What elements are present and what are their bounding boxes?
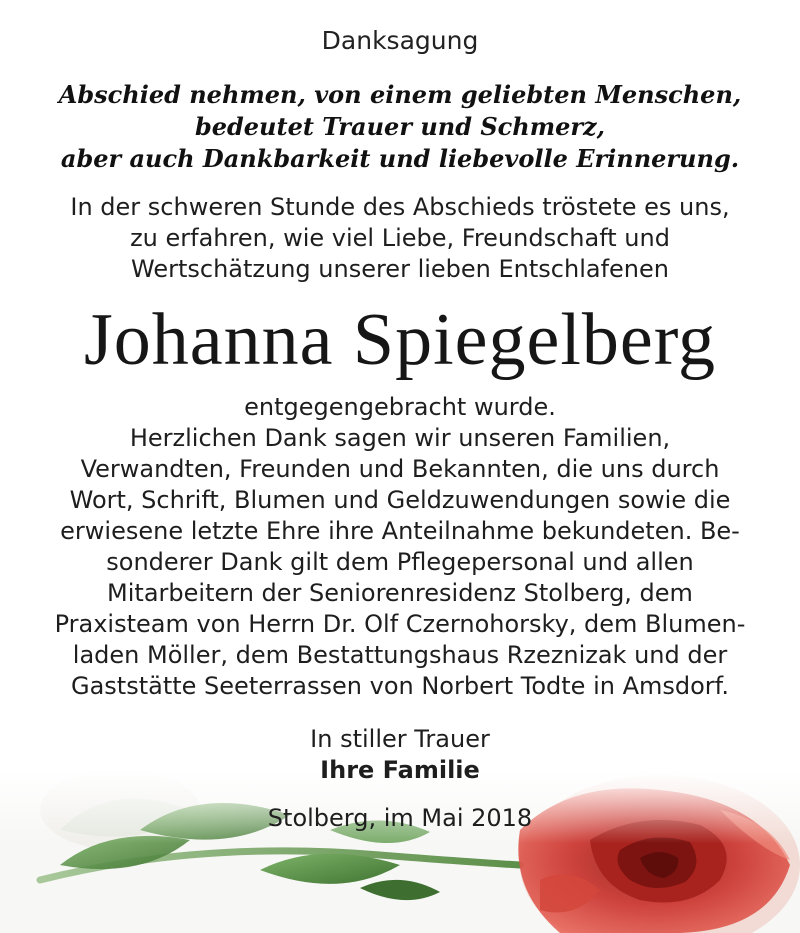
- body-line-4: Wort, Schrift, Blumen und Geldzuwendungen sowie die: [69, 486, 731, 514]
- body-line-7: Mitarbeitern der Seniorenresidenz Stolberg, dem: [107, 579, 693, 607]
- body-line-6: sonderer Dank gilt dem Pflegepersonal und allen: [106, 548, 694, 576]
- motto-line-1: Abschied nehmen, von einem geliebten Menschen,: [58, 80, 742, 109]
- body-line-1: entgegengebracht wurde.: [244, 393, 556, 421]
- intro-line-1: In der schweren Stunde des Abschieds tröstete es uns,: [70, 193, 730, 221]
- body-line-2: Herzlichen Dank sagen wir unseren Familien,: [129, 424, 671, 452]
- mourning-line: In stiller Trauer: [310, 725, 490, 753]
- heading: Danksagung: [321, 26, 479, 55]
- motto-line-2: bedeutet Trauer und Schmerz,: [194, 112, 606, 141]
- rose-image: [0, 770, 800, 933]
- place-date: Stolberg, im Mai 2018: [267, 804, 533, 832]
- body-line-10: Gaststätte Seeterrassen von Norbert Todte in Amsdorf.: [71, 672, 729, 700]
- body-line-9: laden Möller, dem Bestattungshaus Rzeznizak und der: [72, 641, 728, 669]
- deceased-name: Johanna Spiegelberg: [83, 299, 717, 381]
- motto-line-3: aber auch Dankbarkeit und liebevolle Erinnerung.: [60, 144, 740, 173]
- family-signature: Ihre Familie: [320, 756, 480, 784]
- body-line-5: erwiesene letzte Ehre ihre Anteilnahme bekundeten. Be-: [60, 517, 740, 545]
- intro-line-3: Wertschätzung unserer lieben Entschlafenen: [131, 255, 669, 283]
- body-line-8: Praxisteam von Herrn Dr. Olf Czernohorsky, dem Blumen-: [54, 610, 746, 638]
- intro-line-2: zu erfahren, wie viel Liebe, Freundschaft und: [130, 224, 670, 252]
- body-line-3: Verwandten, Freunden und Bekannten, die uns durch: [80, 455, 720, 483]
